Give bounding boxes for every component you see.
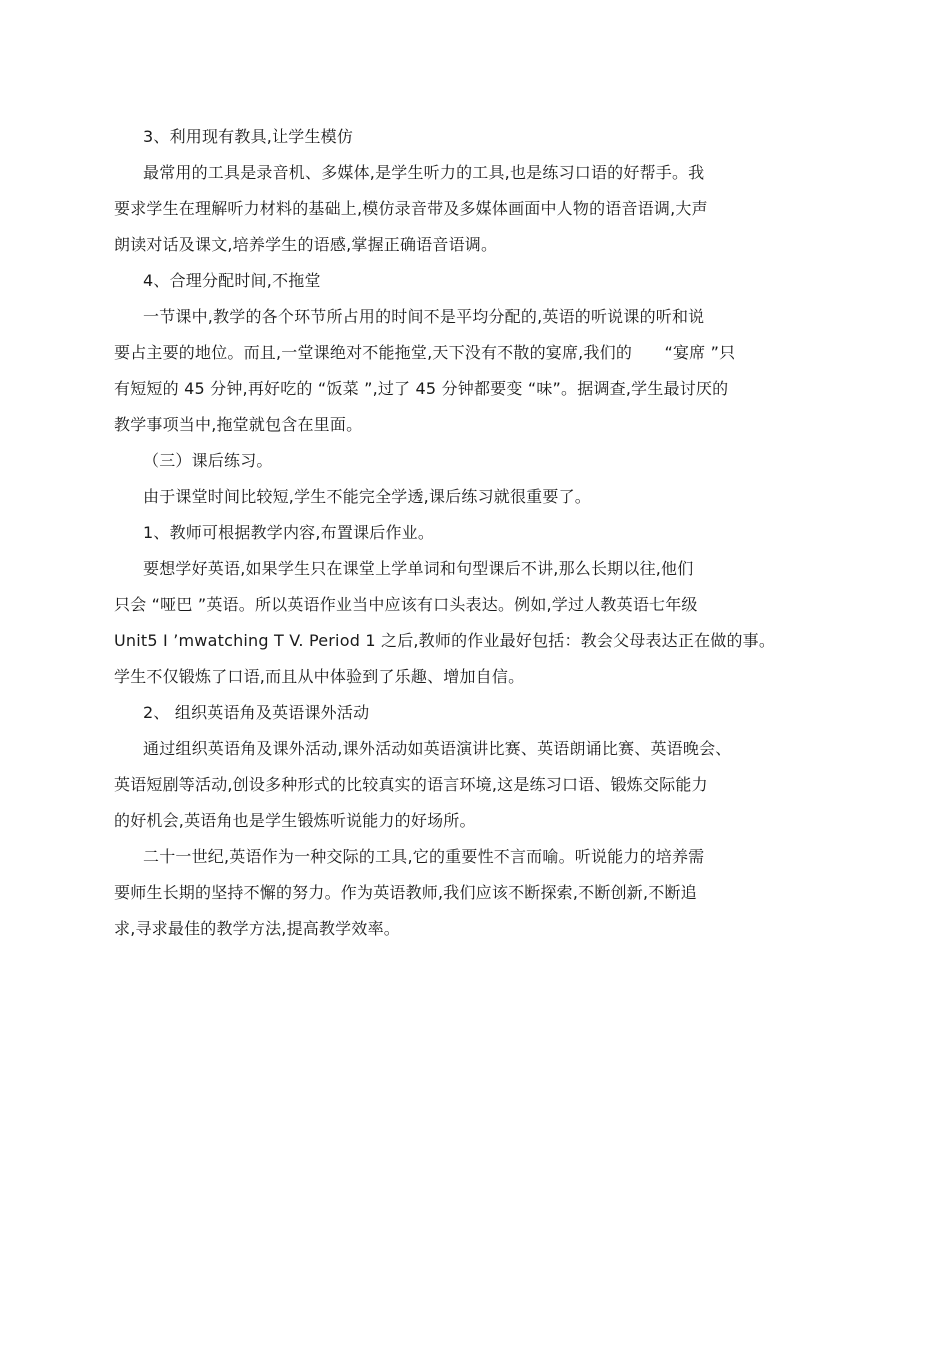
text-line: 二十一世纪,英语作为一种交际的工具,它的重要性不言而喻。听说能力的培养需 xyxy=(143,847,705,866)
text-line: 学生不仅锻炼了口语,而且从中体验到了乐趣、增加自信。 xyxy=(114,667,525,686)
text-line: （三）课后练习。 xyxy=(143,451,273,470)
text-line: 1、教师可根据教学内容,布置课后作业。 xyxy=(143,523,435,542)
text-line: 2、 组织英语角及英语课外活动 xyxy=(143,703,370,722)
text-line: 教学事项当中,拖堂就包含在里面。 xyxy=(114,415,363,434)
text-line: 只会 “哑巴 ”英语。所以英语作业当中应该有口头表达。例如,学过人教英语七年级 xyxy=(114,595,698,614)
text-line: 朗读对话及课文,培养学生的语感,掌握正确语音语调。 xyxy=(114,235,498,254)
text-line: 要求学生在理解听力材料的基础上,模仿录音带及多媒体画面中人物的语音语调,大声 xyxy=(114,199,708,218)
text-line: 求,寻求最佳的教学方法,提高教学效率。 xyxy=(114,919,400,938)
text-line: 要占主要的地位。而且,一堂课绝对不能拖堂,天下没有不散的宴席,我们的 “宴席 ”只 xyxy=(114,343,736,362)
text-line: 要想学好英语,如果学生只在课堂上学单词和句型课后不讲,那么长期以往,他们 xyxy=(143,559,694,578)
text-line: 英语短剧等活动,创设多种形式的比较真实的语言环境,这是练习口语、锻炼交际能力 xyxy=(114,775,708,794)
text-line: 通过组织英语角及课外活动,课外活动如英语演讲比赛、英语朗诵比赛、英语晚会、 xyxy=(143,739,732,758)
text-line: 由于课堂时间比较短,学生不能完全学透,课后练习就很重要了。 xyxy=(143,487,591,506)
text-line: 4、合理分配时间,不拖堂 xyxy=(143,271,321,290)
text-line: 一节课中,教学的各个环节所占用的时间不是平均分配的,英语的听说课的听和说 xyxy=(143,307,705,326)
text-line: 最常用的工具是录音机、多媒体,是学生听力的工具,也是练习口语的好帮手。我 xyxy=(143,163,705,182)
text-line: Unit5 I ’mwatching T V. Period 1 之后,教师的作业最好包括：教会父母表达正在做的事。 xyxy=(114,631,776,650)
text-line: 有短短的 45 分钟,再好吃的 “饭菜 ”,过了 45 分钟都要变 “味”。据调查,学生最讨厌的 xyxy=(114,379,729,398)
text-line: 要师生长期的坚持不懈的努力。作为英语教师,我们应该不断探索,不断创新,不断追 xyxy=(114,883,697,902)
document-body xyxy=(114,125,844,941)
text-line: 3、利用现有教具,让学生模仿 xyxy=(143,127,354,146)
text-line: 的好机会,英语角也是学生锻炼听说能力的好场所。 xyxy=(114,811,476,830)
